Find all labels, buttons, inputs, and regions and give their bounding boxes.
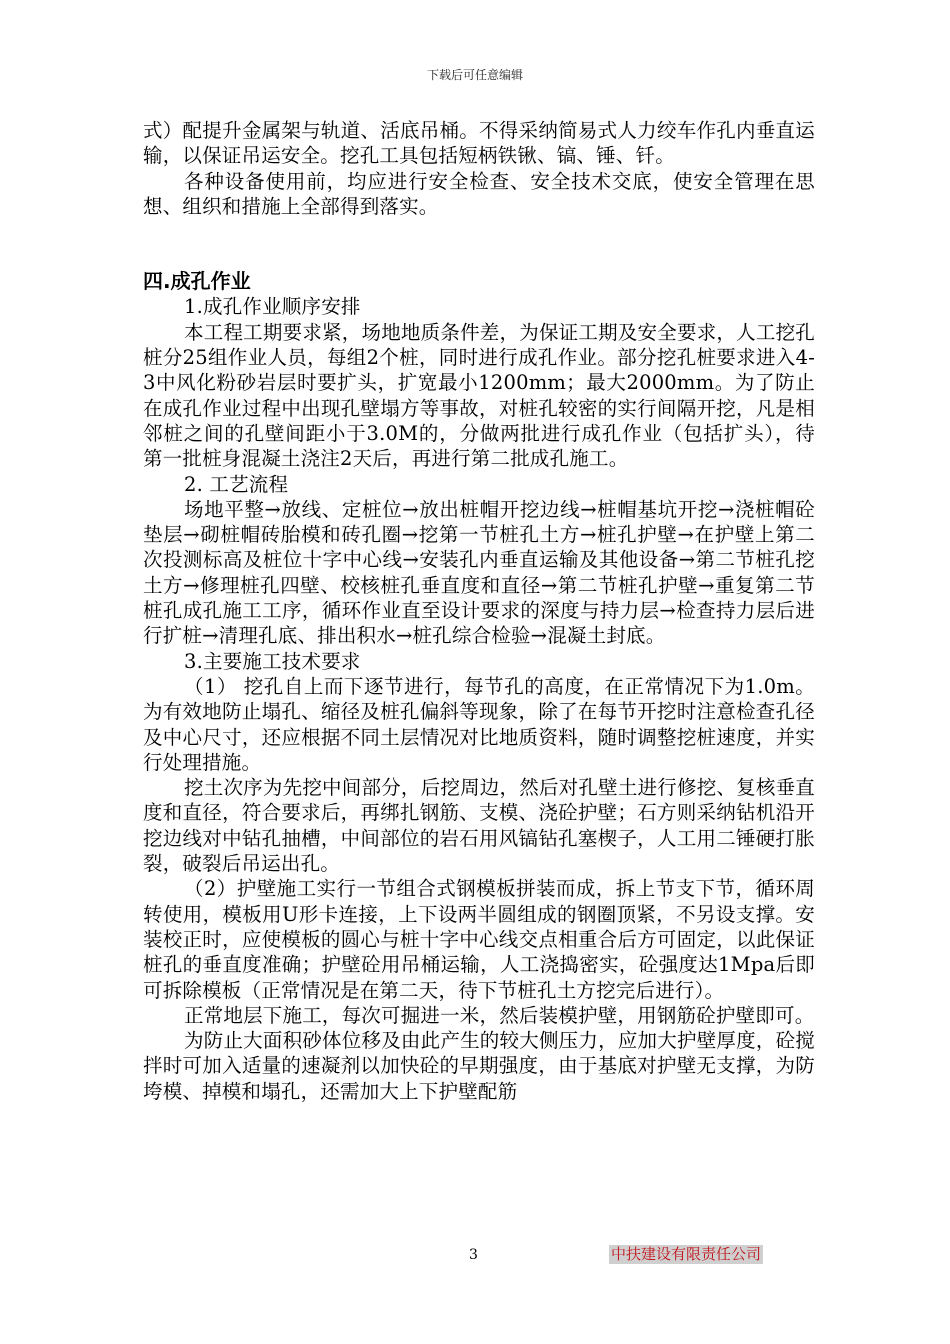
subheading-process-flow: 2. 工艺流程 bbox=[184, 472, 289, 496]
paragraph-process-flow: 场地平整→放线、定桩位→放出桩帽开挖边线→桩帽基坑开挖→浇桩帽砼垫层→砌桩帽砖胎模和砖孔圈→挖第一节桩孔土方→桩孔护壁→在护壁上第二次投测标高及桩位十字中心线→安装孔内垂直运输及其他设备→第二节桩孔挖土方→修理桩孔四壁、校核桩孔垂直度和直径→第二节桩孔护壁→重复第二节桩孔成孔施工工序，循环作业直至设计要求的深度与持力层→检查持力层后进行扩桩→清理孔底、排出积水→桩孔综合检验→混凝土封底。 bbox=[143, 497, 815, 648]
paragraph-normal-strata: 正常地层下施工，每次可掘进一米，然后装模护壁，用钢筋砼护壁即可。 bbox=[184, 1003, 815, 1027]
page-number: 3 bbox=[469, 1247, 478, 1263]
paragraph-sequence: 本工程工期要求紧，场地地质条件差，为保证工期及安全要求，人工挖孔桩分25组作业人员，每组2个桩，同时进行成孔作业。部分挖孔桩要求进入4-3中风化粉砂岩层时要扩头，扩宽最小1200mm；最大2000mm。为了防止在成孔作业过程中出现孔壁塌方等事故，对桩孔较密的实行间隔开挖，凡是相邻桩之间的孔壁间距小于3.0M的，分做两批进行成孔作业（包括扩头），待第一批桩身混凝土浇注2天后，再进行第二批成孔施工。 bbox=[143, 320, 815, 471]
document-body bbox=[143, 118, 815, 1104]
page-header: 下载后可任意编辑 bbox=[426, 68, 523, 82]
paragraph-safety-check: 各种设备使用前，均应进行安全检查、安全技术交底，使安全管理在思想、组织和措施上全部得到落实。 bbox=[143, 169, 815, 218]
company-name: 中扶建设有限责任公司 bbox=[611, 1245, 762, 1263]
subheading-sequence: 1.成孔作业顺序安排 bbox=[184, 295, 361, 319]
section-heading: 四.成孔作业 bbox=[143, 269, 251, 294]
paragraph-sand-displacement: 为防止大面积砂体位移及由此产生的较大侧压力，应加大护壁厚度，砼搅拌时可加入适量的速凝剂以加快砼的早期强度，由于基底对护壁无支撑，为防垮模、掉模和塌孔，还需加大上下护壁配筋 bbox=[143, 1029, 815, 1103]
paragraph-equipment: 式）配提升金属架与轨道、活底吊桶。不得采纳简易式人力绞车作孔内垂直运输，以保证吊运安全。挖孔工具包括短柄铁锹、镐、锤、钎。 bbox=[143, 119, 815, 168]
section-gap bbox=[143, 219, 815, 269]
paragraph-requirement-1: （1） 挖孔自上而下逐节进行，每节孔的高度，在正常情况下为1.0m。为有效地防止塌孔、缩径及桩孔偏斜等现象，除了在每节开挖时注意检查孔径及中心尺寸，还应根据不同土层情况对比地质资料，随时调整挖桩速度，并实行处理措施。 bbox=[143, 674, 815, 774]
paragraph-excavation-order: 挖土次序为先挖中间部分，后挖周边，然后对孔壁土进行修挖、复核垂直度和直径，符合要求后，再绑扎钢筋、支模、浇砼护壁；石方则采纳钻机沿开挖边线对中钻孔抽槽，中间部位的岩石用风镐钻孔塞楔子，人工用二锤硬打胀裂，破裂后吊运出孔。 bbox=[143, 776, 815, 876]
paragraph-requirement-2: （2）护壁施工实行一节组合式钢模板拼装而成，拆上节支下节，循环周转使用，模板用U形卡连接，上下设两半圆组成的钢圈顶紧，不另设支撑。安装校正时，应使模板的圆心与桩十字中心线交点相重合后方可固定，以此保证桩孔的垂直度准确；护壁砼用吊桶运输，人工浇捣密实，砼强度达1Mpa后即可拆除模板（正常情况是在第二天，待下节桩孔土方挖完后进行）。 bbox=[143, 877, 815, 1002]
subheading-technical-requirements: 3.主要施工技术要求 bbox=[184, 649, 361, 673]
